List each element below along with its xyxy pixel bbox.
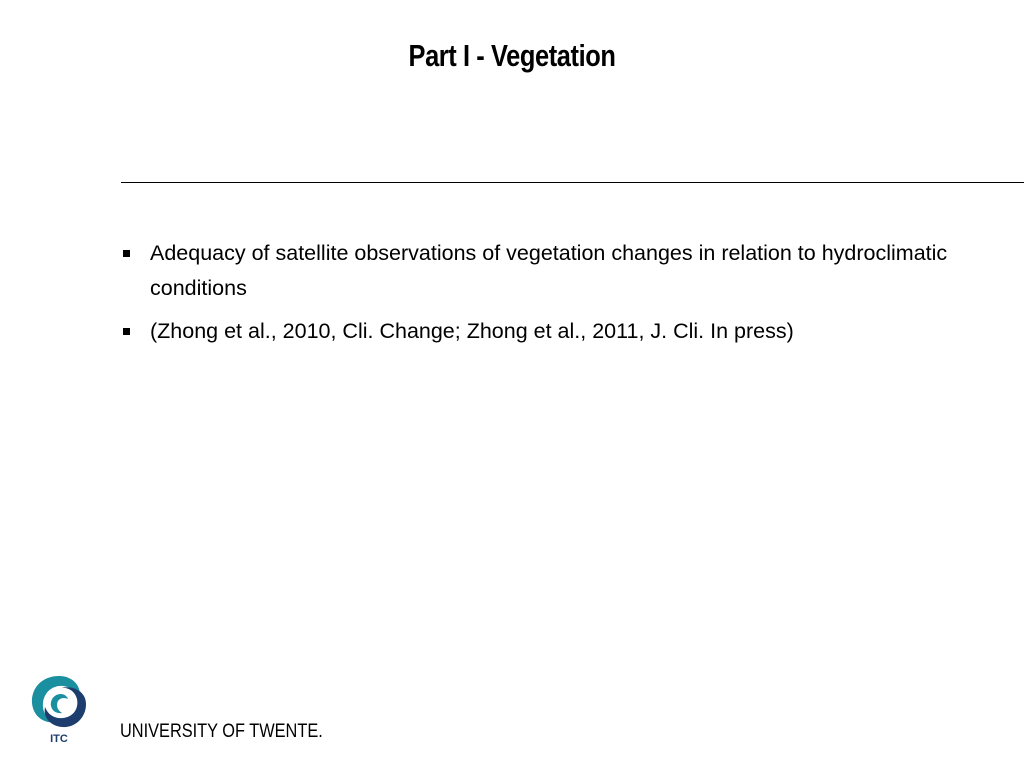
itc-logo-icon (28, 672, 90, 744)
bullet-item (121, 314, 981, 349)
bullet-item (121, 236, 981, 306)
bullet-text: (Zhong et al., 2010, Cli. Change; Zhong et al., 2011, J. Cli. In press) (150, 319, 794, 343)
university-name: UNIVERSITY OF TWENTE. (120, 721, 323, 742)
bullet-list (121, 236, 981, 357)
svg-text:ITC: ITC (50, 733, 68, 744)
square-bullet-icon (123, 250, 130, 257)
title-divider (121, 182, 1024, 183)
bullet-text: Adequacy of satellite observations of vegetation changes in relation to hydroclimatic conditions (150, 241, 948, 300)
square-bullet-icon (123, 328, 130, 335)
slide-title: Part I - Vegetation (408, 38, 616, 73)
